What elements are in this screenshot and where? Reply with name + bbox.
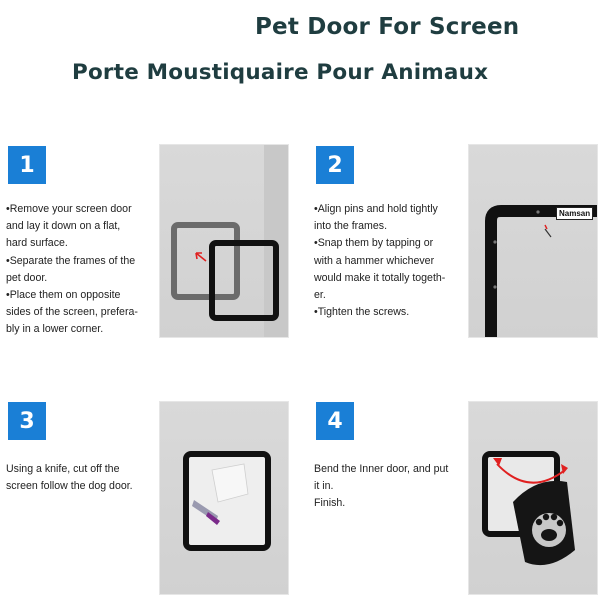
paw-print-icon [541,529,557,541]
step-2-text [314,201,445,321]
step-1-illustration [159,144,289,338]
paw-toe-icon [543,514,549,520]
step-1-badge: 1 [8,146,46,184]
step-4-line: it in. [314,480,334,493]
step-1-line: sides of the screen, prefera- [6,306,138,319]
title-english: Pet Door For Screen [255,14,520,40]
step-2-illustration [468,144,598,338]
step-2-line: with a hammer whichever [314,254,435,267]
step-1-line: hard surface. [6,237,68,250]
pointer-icon [545,229,551,237]
arrow-icon [545,225,547,229]
paw-toe-icon [551,514,557,520]
step-1-line: •Place them on opposite [6,289,121,302]
step-2-line: er. [314,289,326,302]
step-4-text [314,461,448,513]
step-2-line: •Align pins and hold tightly [314,203,438,215]
step-4-badge: 4 [316,402,354,440]
paw-toe-icon [557,520,563,526]
step-4-illustration [468,401,598,595]
screw-icon [536,210,539,213]
step-1-line: •Remove your screen door [6,203,132,215]
step-3-line: Using a knife, cut off the [6,463,120,475]
screw-icon [493,240,496,243]
step-4-line: Bend the Inner door, and put [314,463,449,475]
step-2-badge: 2 [316,146,354,184]
step-1-line: and lay it down on a flat, [6,220,121,233]
step-2-line: •Snap them by tapping or [314,237,434,250]
title-french: Porte Moustiquaire Pour Animaux [72,60,489,85]
step-1-line: pet door. [6,271,48,284]
step-2-line: into the frames. [314,220,388,233]
brand-label: Namsan [556,207,593,220]
step-3-badge: 3 [8,402,46,440]
step-2-line: •Tighten the screws. [314,306,410,319]
step-1-text [6,201,138,339]
step-4-line: Finish. [314,497,346,510]
paw-toe-icon [536,519,542,525]
step-1-line: •Separate the frames of the [6,254,136,267]
step-2-line: would make it totally togeth- [314,271,446,284]
screw-icon [493,285,496,288]
step-3-line: screen follow the dog door. [6,480,133,493]
step-3-illustration [159,401,289,595]
step-3-text [6,461,133,495]
step-1-line: bly in a lower corner. [6,323,104,336]
door-frame-shape [491,211,598,338]
arrow-icon [196,253,206,261]
